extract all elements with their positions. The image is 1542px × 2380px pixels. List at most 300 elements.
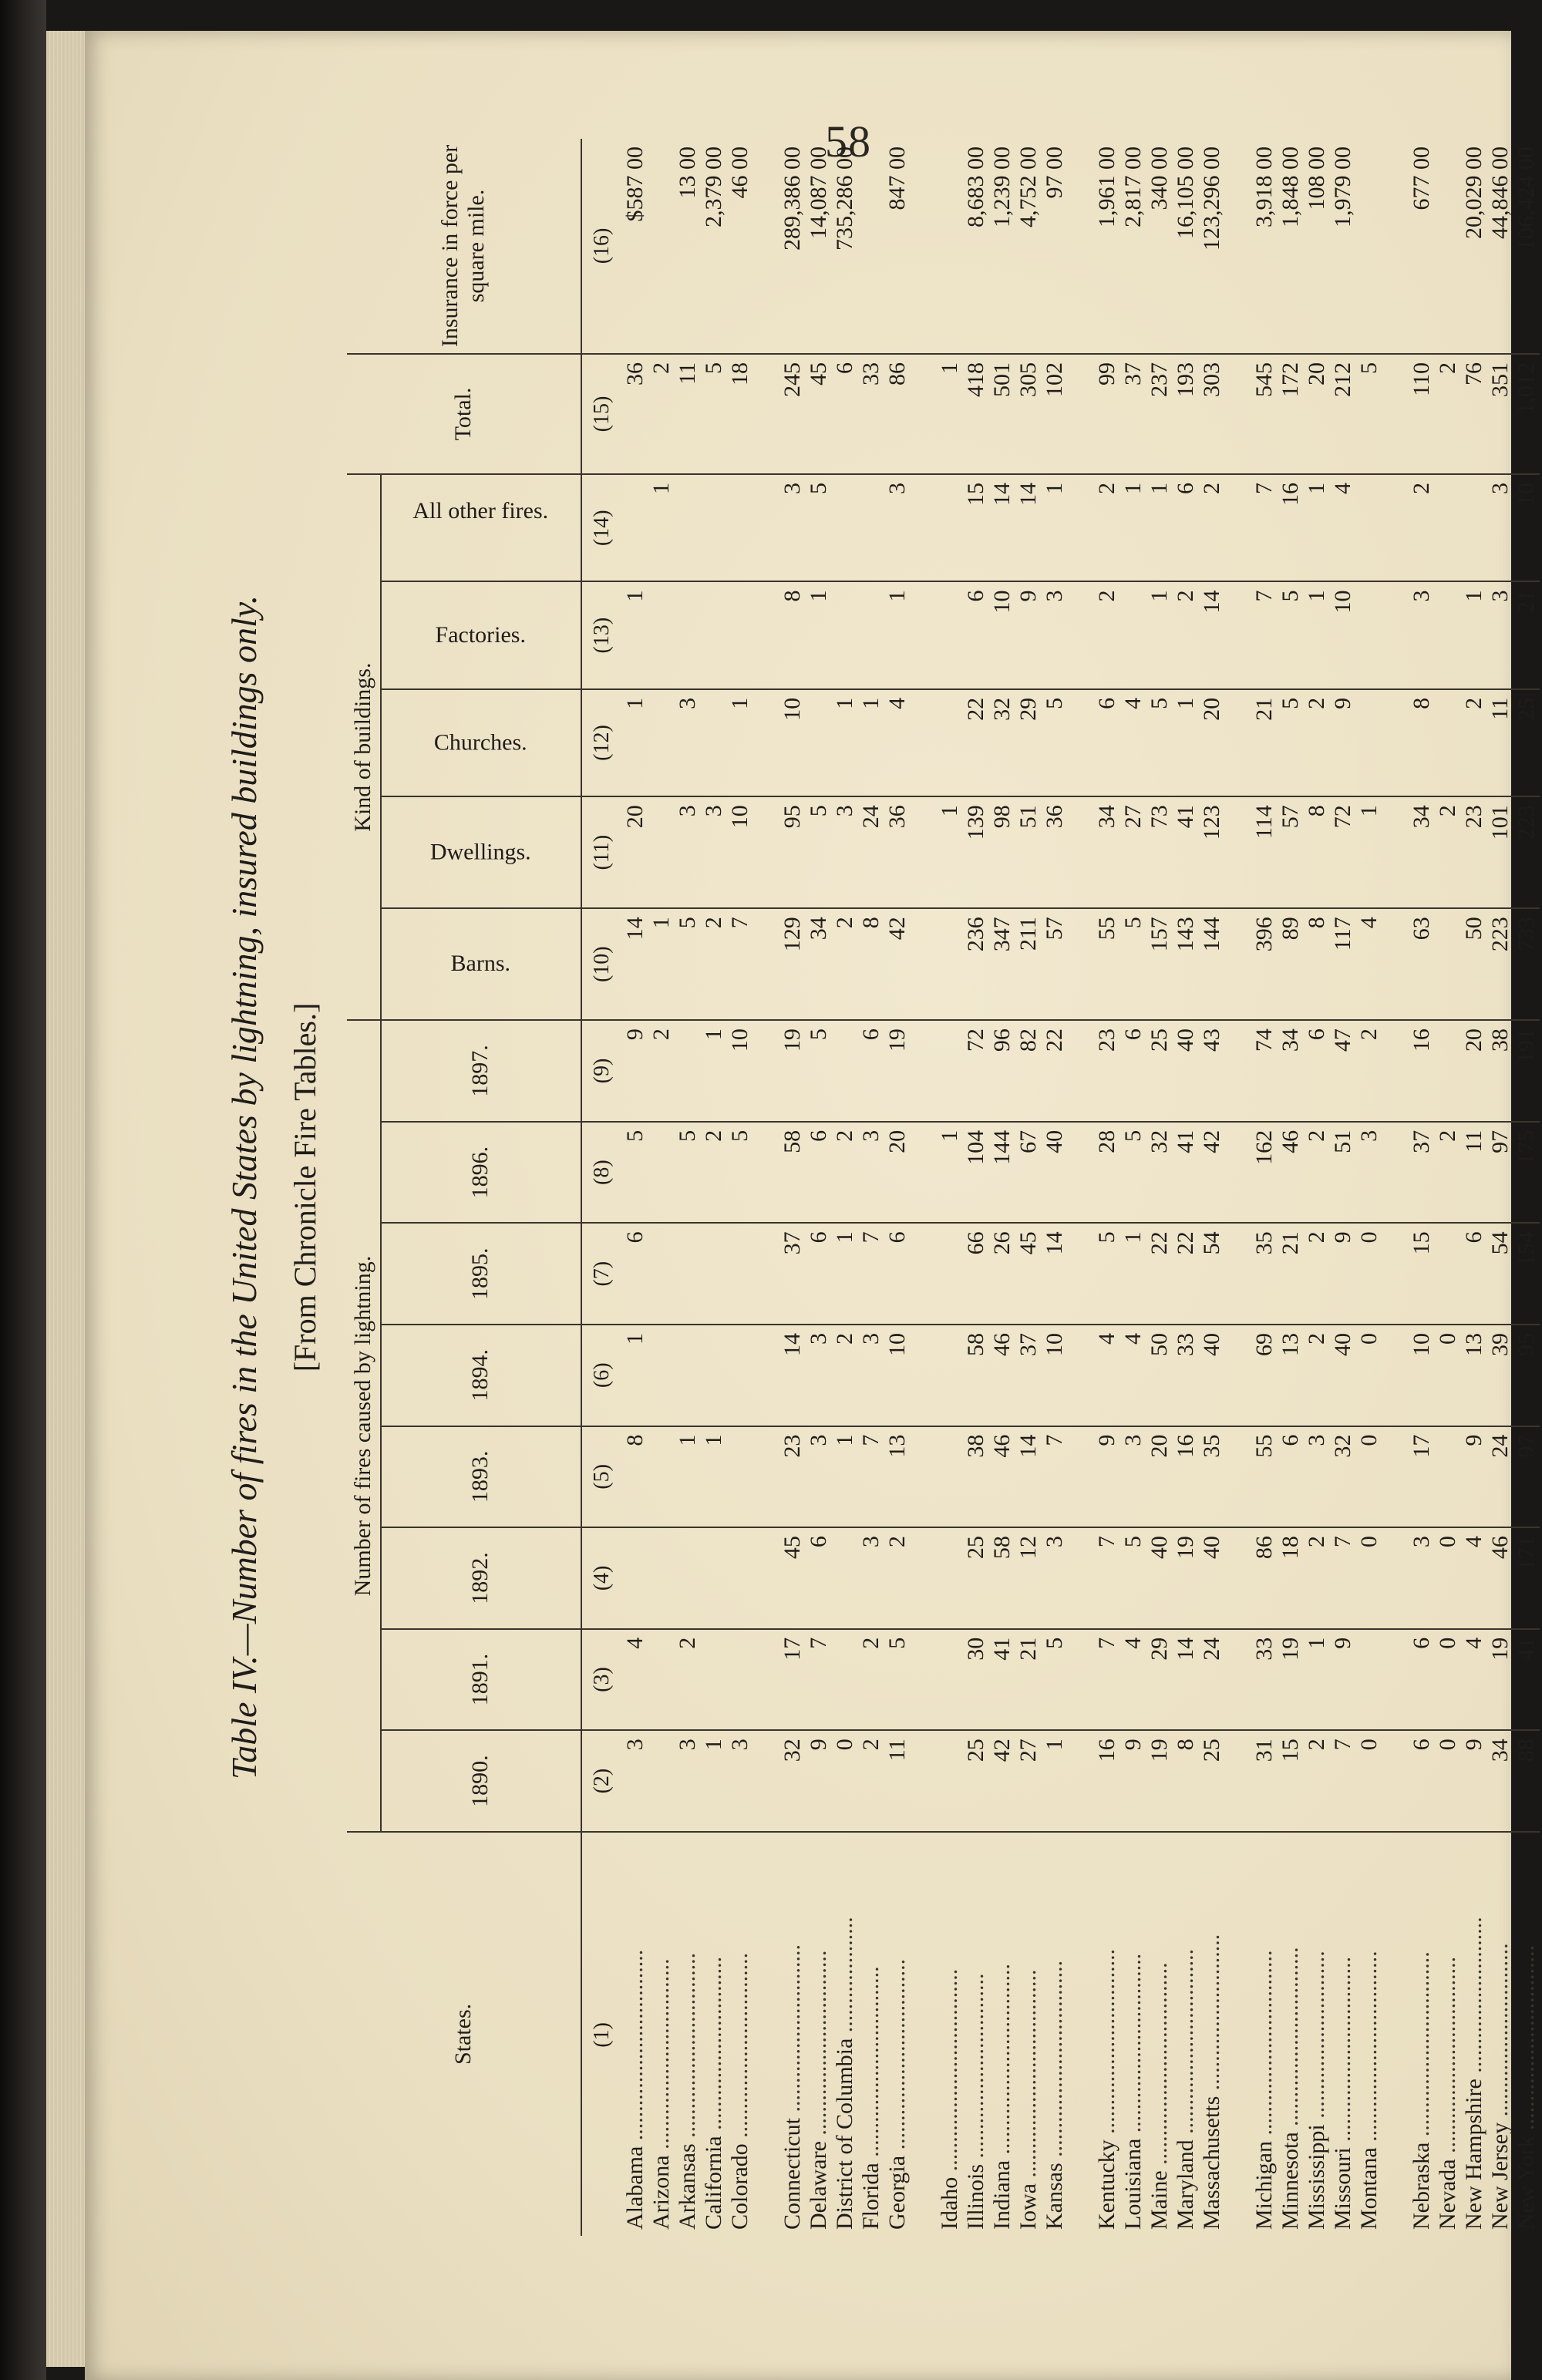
table-cell: 21 (1015, 1629, 1042, 1731)
table-cell: 3 (675, 796, 701, 908)
table-row (1513, 139, 1540, 2236)
table-cell: 1 (1356, 796, 1382, 908)
state-label: Alabama (621, 2146, 648, 2230)
table-cell (622, 1527, 648, 1629)
table-cell: 3 (1356, 1122, 1382, 1224)
table-cell: 10 (779, 689, 806, 796)
table-cell: 13 00 (675, 139, 701, 354)
table-cell: 157 (1146, 908, 1173, 1020)
table-cell: 1 (1146, 581, 1173, 688)
table-cell: 303 (1199, 354, 1225, 474)
header-year: 1896. (381, 1122, 581, 1224)
table-cell: 11 (884, 1730, 911, 1832)
table-cell: 58 (989, 1527, 1015, 1629)
table-cell (937, 581, 963, 688)
table-cell (806, 689, 832, 796)
header-states: States. (347, 1832, 581, 2236)
table-cell: 3 (832, 796, 858, 908)
state-name (701, 1832, 727, 2236)
state-label: Connecticut (779, 2118, 805, 2230)
state-label: New Hampshire (1460, 2079, 1486, 2230)
table-cell: 14,087 00 (806, 139, 832, 354)
table-cell: 3 (622, 1730, 648, 1832)
table-cell: 545 (1251, 354, 1278, 474)
header-year: 1894. (381, 1325, 581, 1426)
table-cell: 23 (1461, 796, 1487, 908)
table-cell: 10 (727, 1020, 753, 1122)
state-label: Arizona (648, 2155, 674, 2230)
table-cell: 19 (1487, 1629, 1513, 1731)
table-cell: 41 (1173, 796, 1199, 908)
table-cell (675, 1020, 701, 1122)
table-row (622, 139, 648, 2236)
leader-dots: ................................. (621, 1949, 648, 2146)
state-label: Maine (1146, 2170, 1172, 2230)
table-cell: 3 (1409, 1527, 1435, 1629)
state-name (1015, 1832, 1042, 2236)
table-cell: 1,848 00 (1278, 139, 1304, 354)
table-cell: 13 (884, 1426, 911, 1528)
table-cell: 10 (727, 796, 753, 908)
column-number: (8) (581, 1122, 622, 1224)
table-cell: 2 (1199, 474, 1225, 581)
table-row (1094, 139, 1120, 2236)
table-cell: 1 (1304, 1629, 1330, 1731)
table-cell: 6 (1120, 1020, 1146, 1122)
leader-dots: ................................... (936, 1968, 962, 2177)
table-cell: 27 (1120, 796, 1146, 908)
table-cell: 2 (1094, 581, 1120, 688)
table-cell (727, 474, 753, 581)
table-cell: 46 00 (727, 139, 753, 354)
table-cell: 101 (1487, 796, 1513, 908)
table-cell: 2 (884, 1527, 911, 1629)
table-cell: 29 (1015, 689, 1042, 796)
table-cell: 25 (1513, 689, 1540, 796)
table-cell: 23 (779, 1426, 806, 1528)
state-label: New Jersey (1486, 2122, 1513, 2230)
table-cell: 97 (1487, 1122, 1513, 1224)
table-cell (1435, 689, 1461, 796)
state-name (648, 1832, 675, 2236)
leader-dots: ............................. (779, 1944, 805, 2119)
table-cell: 58 (779, 1122, 806, 1224)
table-cell: 1,961 00 (1094, 139, 1120, 354)
state-label: Mississippi (1303, 2124, 1329, 2230)
table-cell (1435, 139, 1461, 354)
table-row (1015, 139, 1042, 2236)
leader-dots: ............................... (1277, 1947, 1303, 2133)
leader-dots: ................................. (857, 1966, 884, 2163)
table-cell: 1 (727, 689, 753, 796)
column-number: (1) (589, 2022, 614, 2048)
table-cell: 1 (1461, 581, 1487, 688)
table-cell: 3 (675, 1730, 701, 1832)
table-cell: 191 (1513, 1020, 1540, 1122)
table-cell: 8 (1304, 908, 1330, 1020)
table-cell: 129 (779, 908, 806, 1020)
table-cell: 34 (1094, 796, 1120, 908)
table-cell: 6 (963, 581, 989, 688)
page-edges (46, 31, 89, 2367)
leader-dots: ................................. (1355, 1951, 1382, 2148)
table-cell: 7 (858, 1426, 884, 1528)
table-row (1173, 139, 1199, 2236)
state-name (675, 1832, 701, 2236)
table-cell: 1 (858, 689, 884, 796)
table-cell: 9 (1120, 1730, 1146, 1832)
table-cell: 25 (963, 1527, 989, 1629)
header-kind-factories: Factories. (381, 581, 581, 688)
column-number: (4) (581, 1527, 622, 1629)
header-year: 1897. (381, 1020, 581, 1122)
table-cell (1356, 1629, 1382, 1731)
table-cell: 40 (1146, 1527, 1173, 1629)
table-cell: 36 (1042, 796, 1068, 908)
table-cell: 154 (1513, 1223, 1540, 1325)
state-name (622, 1832, 648, 2236)
table-cell: 22 (963, 689, 989, 796)
table-cell: 58 (963, 1325, 989, 1426)
table-cell (832, 1527, 858, 1629)
table-cell: 139 (963, 796, 989, 908)
table-cell: 1 (1146, 474, 1173, 581)
table-cell: 5 (1042, 1629, 1068, 1731)
table-cell: 6 (806, 1122, 832, 1224)
table-cell: 7 (1094, 1527, 1120, 1629)
table-cell: 5 (1120, 1527, 1146, 1629)
table-cell: 6 (1461, 1223, 1487, 1325)
state-label: Iowa (1015, 2183, 1041, 2230)
table-cell: 211 (1015, 908, 1042, 1020)
table-cell: 40 (1173, 1020, 1199, 1122)
table-cell: 2 (1435, 354, 1461, 474)
table-cell: 2,379 00 (701, 139, 727, 354)
table-cell (622, 474, 648, 581)
state-label: Massachusetts (1198, 2096, 1224, 2230)
table-cell (937, 908, 963, 1020)
table-cell: 2 (1304, 1730, 1330, 1832)
leader-dots: ................................. (884, 1958, 910, 2156)
table-cell (701, 1527, 727, 1629)
leader-dots: .................................. (1041, 1960, 1067, 2163)
table-cell: 5 (1146, 689, 1173, 796)
state-label: Indiana (988, 2160, 1015, 2230)
table-cell: 237 (1146, 354, 1173, 474)
table-cell: 4 (1461, 1527, 1487, 1629)
state-label: Georgia (884, 2155, 910, 2230)
table-cell (675, 474, 701, 581)
header-year: 1893. (381, 1426, 581, 1528)
leader-dots: ........................... (1198, 1934, 1224, 2096)
table-cell: 10 (884, 1325, 911, 1426)
table-cell: 6 (1278, 1426, 1304, 1528)
table-cell: 19 (779, 1020, 806, 1122)
table-cell (1435, 1223, 1461, 1325)
table-cell: 1 (701, 1020, 727, 1122)
table-cell (1435, 581, 1461, 688)
column-number: (13) (581, 581, 622, 688)
state-label: Colorado (726, 2143, 752, 2230)
table-cell: 1 (937, 796, 963, 908)
table-cell: 1 (675, 1426, 701, 1528)
table-cell: 6 (806, 1527, 832, 1629)
table-cell: 1 (884, 581, 911, 688)
table-cell: 36 (884, 796, 911, 908)
table-cell: 69 (1251, 1325, 1278, 1426)
table-cell: 1 (648, 908, 675, 1020)
table-cell: 14 (1042, 1223, 1068, 1325)
table-cell: 14 (1015, 1426, 1042, 1528)
state-label: New York (1513, 2136, 1539, 2230)
table-cell: 3 (1487, 581, 1513, 688)
table-cell: 34 (806, 908, 832, 1020)
table-cell: 41 (1173, 1122, 1199, 1224)
state-name (858, 1832, 884, 2236)
table-cell (648, 1426, 675, 1528)
table-cell: 1 (1304, 474, 1330, 581)
leader-dots: ................................ (1093, 1948, 1119, 2140)
table-cell: 15 (963, 474, 989, 581)
table-cell: 95 (1513, 1325, 1540, 1426)
table-cell: 21 (1278, 1223, 1304, 1325)
table-cell (1435, 908, 1461, 1020)
table-cell: 32 (779, 1730, 806, 1832)
leader-dots: ................................. (988, 1964, 1015, 2161)
table-cell (648, 1629, 675, 1731)
table-cell: 7 (806, 1629, 832, 1731)
table-cell (727, 1426, 753, 1528)
table-cell: 108 00 (1304, 139, 1330, 354)
table-cell: 63 (1409, 908, 1435, 1020)
table-cell: 45 (806, 354, 832, 474)
table-cell: 0 (1435, 1325, 1461, 1426)
table-cell: 175 (1513, 1122, 1540, 1224)
header-total: Total. (347, 354, 581, 474)
state-name (1278, 1832, 1304, 2236)
table-cell: 7 (1251, 581, 1278, 688)
table-cell: 5 (1120, 908, 1146, 1020)
table-cell: 1,979 00 (1330, 139, 1356, 354)
header-kind-other: All other fires. (381, 474, 581, 581)
table-cell: 1 (937, 1122, 963, 1224)
state-name (1409, 1832, 1435, 2236)
table-cell: 1 (832, 1223, 858, 1325)
state-label: Minnesota (1277, 2132, 1303, 2230)
group-spacer (1382, 139, 1409, 2236)
table-cell (727, 1629, 753, 1731)
table-cell: 50 (1461, 908, 1487, 1020)
table-cell: 98 (989, 796, 1015, 908)
table-cell: 5 (622, 1122, 648, 1224)
state-name (1487, 1832, 1513, 2236)
table-cell: 2 (648, 354, 675, 474)
leader-dots: ................................ (726, 1952, 752, 2144)
table-cell: 46 (1278, 1122, 1304, 1224)
table-row (1304, 139, 1330, 2236)
table-cell: 9 (1461, 1730, 1487, 1832)
table-cell: 8 (622, 1426, 648, 1528)
table-cell: 102 (1042, 354, 1068, 474)
state-name (779, 1832, 806, 2236)
table-row (1409, 139, 1435, 2236)
table-cell: 25 (963, 1730, 989, 1832)
table-cell (1356, 474, 1382, 581)
table-cell: 6 (1304, 1020, 1330, 1122)
table-cell (832, 1629, 858, 1731)
table-cell: 2 (1435, 1122, 1461, 1224)
table-row (675, 139, 701, 2236)
table-cell: 14 (989, 474, 1015, 581)
table-cell: 10 (1330, 581, 1356, 688)
table-cell: 4 (1094, 1325, 1120, 1426)
table-cell (1356, 139, 1382, 354)
table-cell (675, 581, 701, 688)
table-cell (701, 474, 727, 581)
header-insurance: Insurance in force per square mile. (347, 139, 581, 354)
table-cell: 3 (1409, 581, 1435, 688)
table-cell: 1 (622, 581, 648, 688)
leader-dots: ................................ (805, 1950, 831, 2142)
table-cell: 14 (622, 908, 648, 1020)
leader-dots: ................................ (1172, 1948, 1198, 2140)
table-cell (937, 474, 963, 581)
table-row (1461, 139, 1487, 2236)
table-row (963, 139, 989, 2236)
table-cell: 3 (884, 474, 911, 581)
table-cell: 3 (858, 1325, 884, 1426)
table-cell: 2 (1435, 796, 1461, 908)
table-cell: 735,286 00 (832, 139, 858, 354)
table-cell: 144 (989, 1122, 1015, 1224)
column-number-row (581, 139, 622, 2236)
leader-dots: ................................... (1146, 1962, 1172, 2171)
table-row (701, 139, 727, 2236)
table-cell (675, 1325, 701, 1426)
table-cell: 11 (675, 354, 701, 474)
table-cell: 733 (1513, 908, 1540, 1020)
table-cell (675, 1527, 701, 1629)
table-cell: 1,012 (1513, 354, 1540, 474)
table-cell: 37 (1015, 1325, 1042, 1426)
table-cell: 39 (1487, 1325, 1513, 1426)
table-cell: 89 (1278, 908, 1304, 1020)
table-cell: 9 (1461, 1426, 1487, 1528)
table-cell: 1 (806, 581, 832, 688)
column-number: (6) (581, 1325, 622, 1426)
leader-dots: ........................... (1460, 1917, 1486, 2079)
table-cell (648, 1122, 675, 1224)
leader-dots: ................................ (962, 1973, 988, 2164)
table-cell: 162 (1251, 1122, 1278, 1224)
table-cell: 4 (622, 1629, 648, 1731)
table-cell: 6 (1409, 1730, 1435, 1832)
table-row (937, 139, 963, 2236)
table-cell (675, 1223, 701, 1325)
table-row (858, 139, 884, 2236)
table-cell: 47 (1330, 1020, 1356, 1122)
state-label: Kansas (1041, 2163, 1067, 2230)
table-cell: 6 (884, 1223, 911, 1325)
table-cell: 8 (779, 581, 806, 688)
table-cell: 51 (1015, 796, 1042, 908)
table-cell: 114 (1251, 796, 1278, 908)
leader-dots: .................... (831, 1917, 857, 2038)
table-cell: 1 (1042, 474, 1068, 581)
table-cell: 2 (832, 1325, 858, 1426)
table-cell (858, 139, 884, 354)
state-name (832, 1832, 858, 2236)
leader-dots: ................................. (648, 1958, 674, 2156)
table-cell: 23 (1094, 1020, 1120, 1122)
state-label: Idaho (936, 2176, 962, 2230)
leader-dots: ................................ (1513, 1944, 1539, 2136)
table-cell: 40 (1042, 1122, 1068, 1224)
table-cell (701, 1325, 727, 1426)
table-cell: 1 (622, 1325, 648, 1426)
table-cell: 677 00 (1409, 139, 1435, 354)
table-cell: 5 (806, 796, 832, 908)
state-label: Missouri (1329, 2147, 1355, 2230)
table-cell: 9 (1094, 1426, 1120, 1528)
book-cover (0, 0, 46, 2380)
table-cell: 245 (779, 354, 806, 474)
table-cell: 1 (701, 1730, 727, 1832)
table-cell: 43 (1199, 1020, 1225, 1122)
leader-dots: ................................ (1251, 1950, 1277, 2142)
table-cell: 212 (1330, 354, 1356, 474)
table-cell: 1 (1120, 1223, 1146, 1325)
table-row (1120, 139, 1146, 2236)
table-cell: 55 (1251, 1426, 1278, 1528)
table-cell: 5 (1356, 354, 1382, 474)
table-cell: 88 (1513, 1730, 1540, 1832)
table-cell: 1,239 00 (989, 139, 1015, 354)
table-cell: 1 (937, 354, 963, 474)
table-body (581, 139, 1540, 2236)
group-spacer (1225, 139, 1251, 2236)
state-name (884, 1832, 911, 2236)
table-cell: 55 (1094, 908, 1120, 1020)
table-cell: 46 (989, 1426, 1015, 1528)
table-cell: 2 (832, 908, 858, 1020)
table-cell: 15 (1409, 1223, 1435, 1325)
table-cell: 9 (1330, 1223, 1356, 1325)
table-cell: 18 (727, 354, 753, 474)
table-cell: 72 (963, 1020, 989, 1122)
table-cell: 2 (1304, 689, 1330, 796)
table-cell: 40 (1199, 1325, 1225, 1426)
state-label: Nevada (1434, 2159, 1460, 2230)
table-cell: 38 (1487, 1020, 1513, 1122)
table-cell: 106,424 00 (1513, 139, 1540, 354)
table-cell (832, 581, 858, 688)
table-cell: 289,386 00 (779, 139, 806, 354)
table-cell (937, 1325, 963, 1426)
table-cell: 44,846 00 (1487, 139, 1513, 354)
table-cell: 3 (1487, 474, 1513, 581)
table-cell: 32 (989, 689, 1015, 796)
table-row (1042, 139, 1068, 2236)
table-cell: 6 (806, 1223, 832, 1325)
table-cell (701, 689, 727, 796)
table-cell: 3 (806, 1325, 832, 1426)
table-cell: 99 (1094, 354, 1120, 474)
table-cell: 223 (1513, 796, 1540, 908)
table-cell: 11 (1461, 1122, 1487, 1224)
state-label: Montana (1355, 2147, 1382, 2230)
state-label: District of Columbia (831, 2038, 857, 2230)
